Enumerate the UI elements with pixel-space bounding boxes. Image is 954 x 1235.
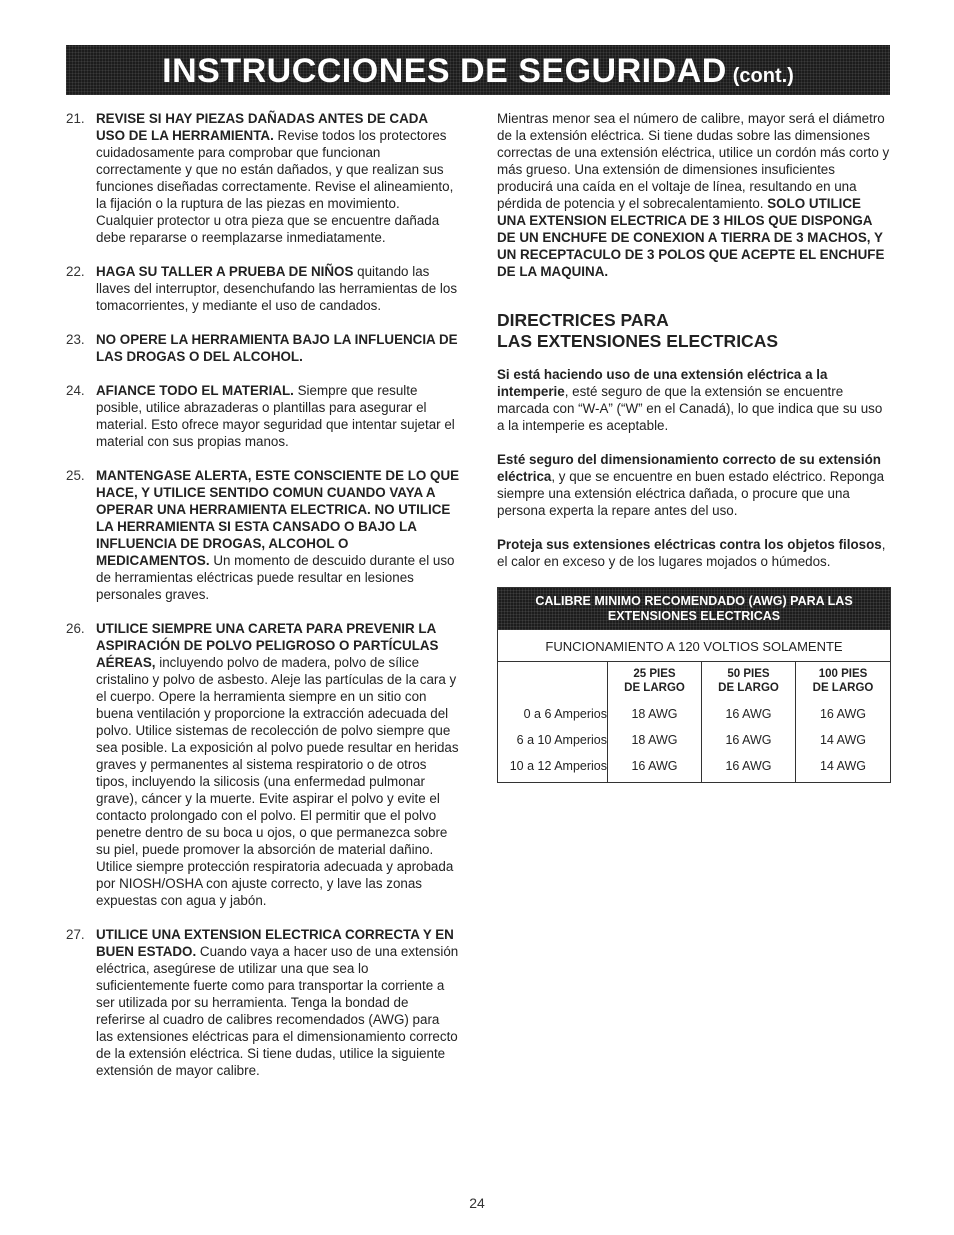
guideline-paragraph [497,536,891,570]
item-number: 21. [66,111,85,126]
intro-paragraph [497,110,891,280]
awg-column-header [702,662,796,701]
awg-cell-value: 16 AWG [819,707,867,721]
awg-table [497,587,891,783]
guideline-paragraph [497,451,891,519]
awg-cell-value: 16 AWG [702,753,796,782]
item-number: 24. [66,383,85,398]
item-text: Cuando vaya a hacer uso de una extensión eléctrica, asegúrese de utilizar una que sea lo suficientemente fuerte como para transportar la corriente a ser utilizada por su herramienta. Tenga la bondad de referirse al cuadro de calibres recomendados (AWG) para las extensiones eléctricas para el dimensionamiento correcto de la extensión eléctrica. Si tiene dudas, utilice la siguiente extensión de mayor calibre. [96,944,459,1078]
table-row [498,727,890,753]
item-number: 26. [66,621,85,636]
awg-col-line: 100 PIES [818,668,868,680]
awg-cell-value: 16 AWG [608,753,702,782]
section-banner [66,45,890,95]
page-number: 24 [469,1195,485,1211]
list-item [66,620,460,909]
guideline-heading: Si está haciendo uso de una extensión eléctrica a la intemperie [497,367,828,399]
item-heading: REVISE SI HAY PIEZAS DAÑADAS ANTES DE CADA USO DE LA HERRAMIENTA. [96,111,428,143]
item-text: Siempre que resulte posible, utilice abrazaderas o plantillas para asegurar el material. Esto ofrece mayor seguridad que intentar sujetar el material con sus propias manos. [96,383,455,449]
item-heading: HAGA SU TALLER A PRUEBA DE NIÑOS [96,264,354,279]
guideline-heading: Esté seguro del dimensionamiento correcto de su extensión eléctrica [497,452,881,484]
awg-row-label: 10 a 12 Amperios [498,753,608,782]
item-text: incluyendo polvo de madera, polvo de sílice cristalino y polvo de asbesto. Aleje las partículas de la cara y el cuerpo. Opere la herramienta siempre en un sitio con buena ventilación y proporcione la extracción adecuada del polvo. Utilice sistemas de recolección de polvo siempre que sea posible. La exposición al polvo puede resultar en heridas graves y permanentes al sistema respiratorio o de otros tipos, incluyendo la silicosis (una enfermedad pulmonar grave), cáncer y la muerte. Evite aspirar el polvo y evite el contacto prolongado con el polvo. El permitir que el polvo penetre dentro de su boca u ojos, o que permanezca sobre su piel, puede promover la absorción de material dañino. Utilice siempre protección respiratoria adecuada y aprobada por NIOSH/OSHA con ajuste correcto, y lave las zonas expuestas con agua y jabón. [96,655,459,908]
item-number: 22. [66,264,85,279]
item-number: 25. [66,468,85,483]
awg-cell-value: 16 AWG [702,727,796,753]
guideline-text: , el calor en exceso y de los lugares mojados o húmedos. [497,537,886,569]
awg-corner-cell [498,662,608,701]
awg-cell-value: 18 AWG [608,701,702,727]
list-item [66,926,460,1079]
list-item [66,467,460,603]
awg-row-label: 6 a 10 Amperios [498,727,608,753]
right-column [497,110,891,783]
list-item [66,263,460,314]
awg-col-line: DE LARGO [812,682,874,694]
item-heading: UTILICE SIEMPRE UNA CARETA PARA PREVENIR LA ASPIRACIÓN DE POLVO PELIGROSO O PARTÍCULAS AÉREAS, [96,621,439,670]
awg-row-label: 0 a 6 Amperios [498,701,608,727]
banner-suffix: (cont.) [732,65,794,87]
awg-col-line: DE LARGO [718,682,779,694]
awg-column-headers [498,662,890,701]
item-text: Un momento de descuido durante el uso de herramientas eléctricas puede resultar en lesiones personales graves. [96,553,455,602]
item-heading: UTILICE UNA EXTENSION ELECTRICA CORRECTA Y EN BUEN ESTADO. [96,927,454,959]
awg-column-header [608,662,702,701]
banner-title: INSTRUCCIONES DE SEGURIDAD [162,52,727,90]
item-heading: AFIANCE TODO EL MATERIAL. [96,383,294,398]
item-text: Revise todos los protectores cuidadosamente para comprobar que funcionan correctamente y que no están dañados, y que realizan sus funciones diseñadas correctamente. Revise el alineamiento, la fijación o la ruptura de las piezas en movimiento. Cualquier protector u otra pieza que se encuentre dañada debe repararse o reemplazarse inmediatamente. [96,128,454,245]
awg-column-header [796,662,890,701]
awg-col-line: DE LARGO [624,682,685,694]
intro-text: Mientras menor sea el número de calibre, mayor será el diámetro de la extensión eléctrica. Si tiene dudas sobre las dimensiones correctas de una extensión eléctrica, utilice un cordón más corto y más grueso. Una extensión de dimensiones insuficientes producirá una caída en el voltaje de línea, resultando en una pérdida de potencia y el sobrecalentamiento. [497,111,890,211]
left-column [66,110,460,1096]
item-number: 23. [66,332,85,347]
awg-cell-value: 16 AWG [702,701,796,727]
guideline-heading: Proteja sus extensiones eléctricas contra los objetos filosos [497,537,882,552]
intro-warning: SOLO UTILICE UNA EXTENSION ELECTRICA DE 3 HILOS QUE DISPONGA DE UN ENCHUFE DE CONEXION A TIERRA DE 3 MACHOS, Y UN RECEPTACULO DE 3 POLOS QUE ACEPTE EL ENCHUFE DE LA MAQUINA. [497,196,885,279]
item-number: 27. [66,927,85,942]
list-item [66,382,460,450]
awg-cell-value: 18 AWG [608,727,702,753]
awg-title-line: CALIBRE MINIMO RECOMENDADO (AWG) PARA LAS [535,594,853,608]
guideline-paragraph [497,366,891,434]
table-row [498,753,890,782]
guideline-text: , esté seguro de que la extensión se encuentre marcada con “W-A” (“W” en el Canadá), lo que indica que su uso a la intemperie es aceptable. [497,384,883,433]
awg-col-line: 25 PIES [633,668,676,680]
guideline-text: , y que se encuentre en buen estado eléctrico. Reponga siempre una extensión eléctrica dañada, o procure que una persona experta la repare antes del uso. [497,469,885,518]
section-title-line: LAS EXTENSIONES ELECTRICAS [497,331,779,351]
awg-table-subtitle: FUNCIONAMIENTO A 120 VOLTIOS SOLAMENTE [498,630,890,662]
section-title-line: DIRECTRICES PARA [497,310,669,330]
table-row [498,701,890,727]
list-item [66,331,460,365]
item-text: quitando las llaves del interruptor, desenchufando las herramientas de los tomacorrientes, y mediante el uso de candados. [96,264,458,313]
awg-col-line: 50 PIES [727,668,770,680]
awg-cell-value: 14 AWG [819,733,867,747]
item-heading: NO OPERE LA HERRAMIENTA BAJO LA INFLUENCIA DE LAS DROGAS O DEL ALCOHOL. [96,332,458,364]
awg-title-line: EXTENSIONES ELECTRICAS [607,609,781,623]
awg-cell-value: 14 AWG [819,759,867,773]
awg-table-title [498,588,890,630]
item-heading: MANTENGASE ALERTA, ESTE CONSCIENTE DE LO QUE HACE, Y UTILICE SENTIDO COMUN CUANDO VAYA A OPERAR UNA HERRAMIENTA ELECTRICA. NO UTILICE LA HERRAMIENTA SI ESTA CANSADO O BAJO LA INFLUENCIA DE DROGAS, ALCOHOL O MEDICAMENTOS. [96,468,460,568]
list-item [66,110,460,246]
section-title [497,310,891,352]
